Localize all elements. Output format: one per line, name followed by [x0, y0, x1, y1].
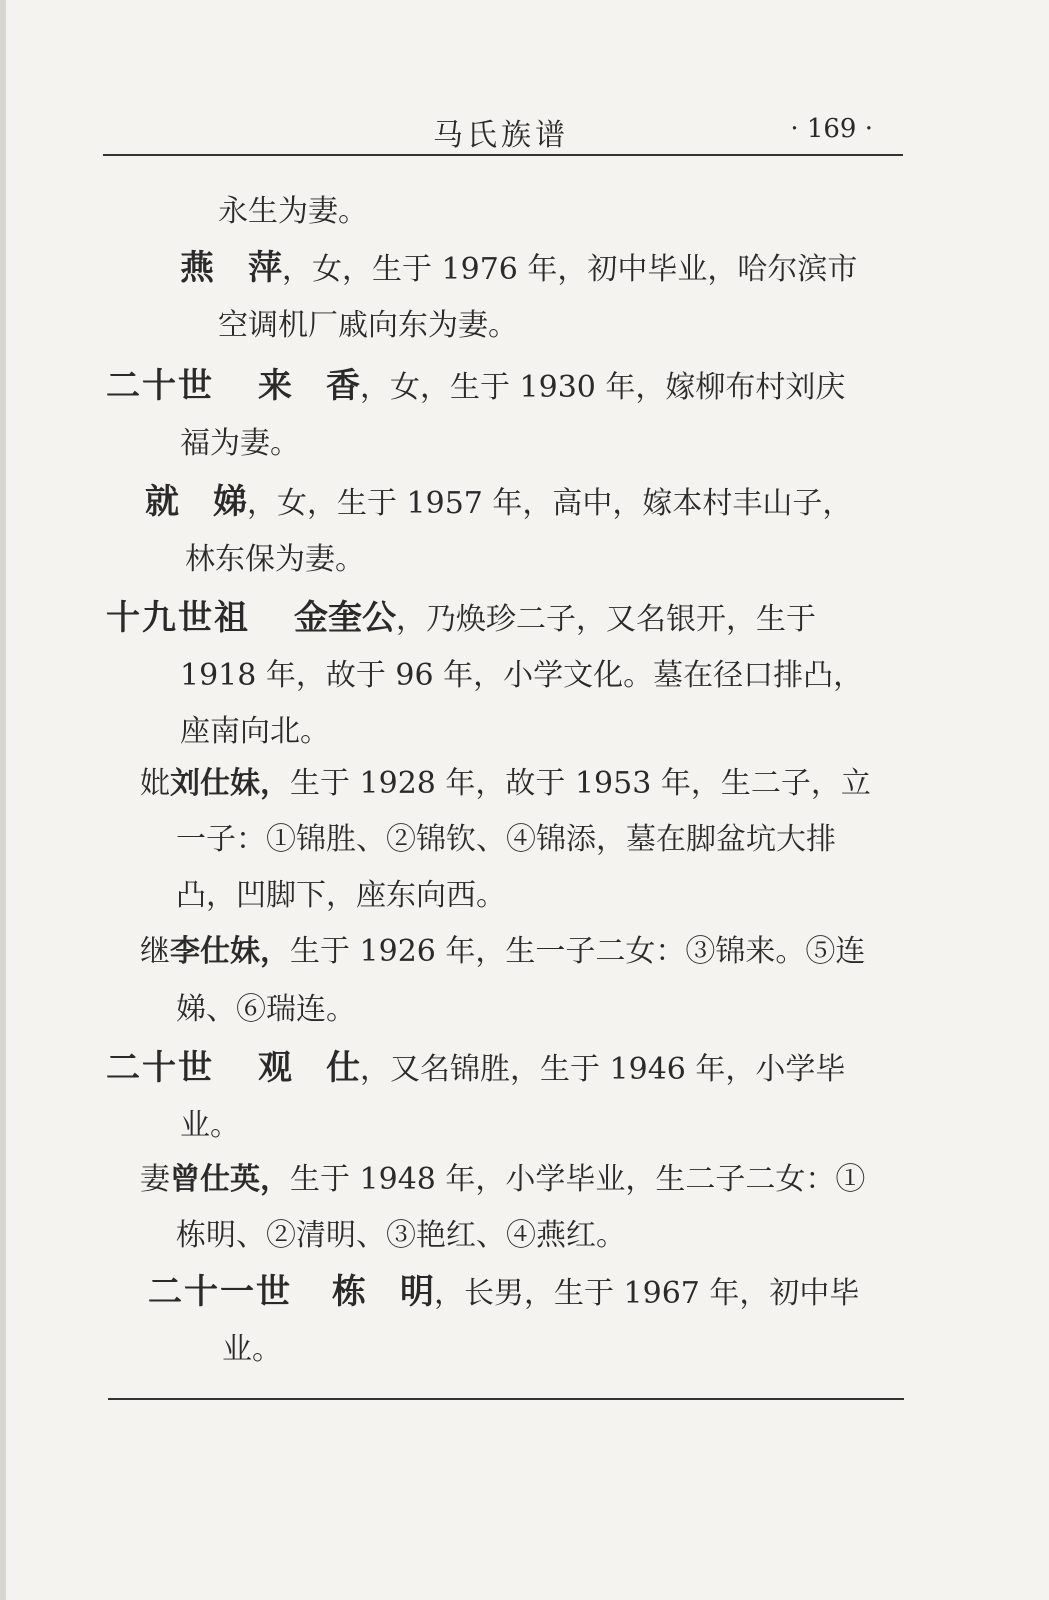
spouse-name: 李仕妹，: [170, 934, 290, 969]
text-line: [180, 656, 863, 696]
line-text: 生于 1926 年，生一子二女：③锦来。⑤连: [290, 934, 866, 969]
line-text: 娣、⑥瑞连。: [176, 992, 356, 1027]
line-text: ，女，生于 1957 年，高中，嫁本村丰山子，: [247, 486, 853, 521]
line-text: 1918 年，故于 96 年，小学文化。墓在径口排凸，: [180, 658, 864, 693]
line-text: ，乃焕珍二子，又名银开，生于: [396, 602, 816, 637]
text-line: [176, 820, 836, 860]
line-text: 永生为妻。: [218, 194, 368, 229]
line-text: 业。: [222, 1332, 282, 1367]
line-text: 座南向北。: [180, 714, 330, 749]
text-line: [180, 712, 330, 752]
line-text: 栋明、②清明、③艳红、④燕红。: [176, 1218, 626, 1253]
entry-line: [140, 764, 871, 804]
line-text: ，又名锦胜，生于 1946 年，小学毕: [360, 1052, 846, 1087]
text-line: [218, 306, 518, 346]
line-text: 林东保为妻。: [185, 542, 365, 577]
generation-label: 十九世祖: [106, 598, 250, 638]
line-text: 生于 1928 年，故于 1953 年，生二子，立: [290, 766, 871, 801]
person-name: 栋 明: [332, 1272, 434, 1312]
entry-line: [145, 482, 852, 522]
text-line: [176, 990, 356, 1030]
entry-line: [140, 1160, 865, 1200]
person-name: 金奎公: [294, 598, 396, 638]
entry-line: [106, 1048, 845, 1088]
entry-line: [106, 598, 816, 638]
entry-line: [106, 366, 845, 406]
relation-label: 妻: [140, 1162, 170, 1197]
text-line: [222, 1330, 282, 1370]
entry-line: [180, 248, 857, 288]
spouse-name: 曾仕英，: [170, 1162, 290, 1197]
text-line: [180, 1106, 240, 1146]
text-line: [176, 876, 506, 916]
line-text: ，长男，生于 1967 年，初中毕: [434, 1276, 860, 1311]
line-text: ，女，生于 1930 年，嫁柳布村刘庆: [360, 370, 846, 405]
line-text: 福为妻。: [180, 426, 300, 461]
spouse-name: 刘仕妹，: [170, 766, 290, 801]
line-text: 生于 1948 年，小学毕业，生二子二女：①: [290, 1162, 866, 1197]
line-text: 业。: [180, 1108, 240, 1143]
line-text: ，女，生于 1976 年，初中毕业，哈尔滨市: [282, 252, 858, 287]
generation-label: 二十世: [106, 366, 214, 406]
page-spine-edge: [0, 0, 6, 1600]
line-text: 一子：①锦胜、②锦钦、④锦添，墓在脚盆坑大排: [176, 822, 836, 857]
text-line: [180, 424, 300, 464]
generation-label: 二十世: [106, 1048, 214, 1088]
person-name: 观 仕: [258, 1048, 360, 1088]
person-name: 燕 萍: [180, 248, 282, 288]
generation-label: 二十一世: [148, 1272, 292, 1312]
person-name: 来 香: [258, 366, 360, 406]
text-line: [218, 192, 368, 232]
entry-line: [148, 1272, 859, 1312]
text-line: [176, 1216, 626, 1256]
page-number: · 169 ·: [790, 114, 873, 144]
header-title: 马氏族谱: [433, 118, 569, 153]
line-text: 凸，凹脚下，座东向西。: [176, 878, 506, 913]
relation-label: 继: [140, 934, 170, 969]
line-text: 空调机厂戚向东为妻。: [218, 308, 518, 343]
footer-rule: [108, 1398, 904, 1400]
relation-label: 妣: [140, 766, 170, 801]
entry-line: [140, 932, 865, 972]
text-line: [185, 540, 365, 580]
person-name: 就 娣: [145, 482, 247, 522]
running-header: [103, 108, 903, 156]
